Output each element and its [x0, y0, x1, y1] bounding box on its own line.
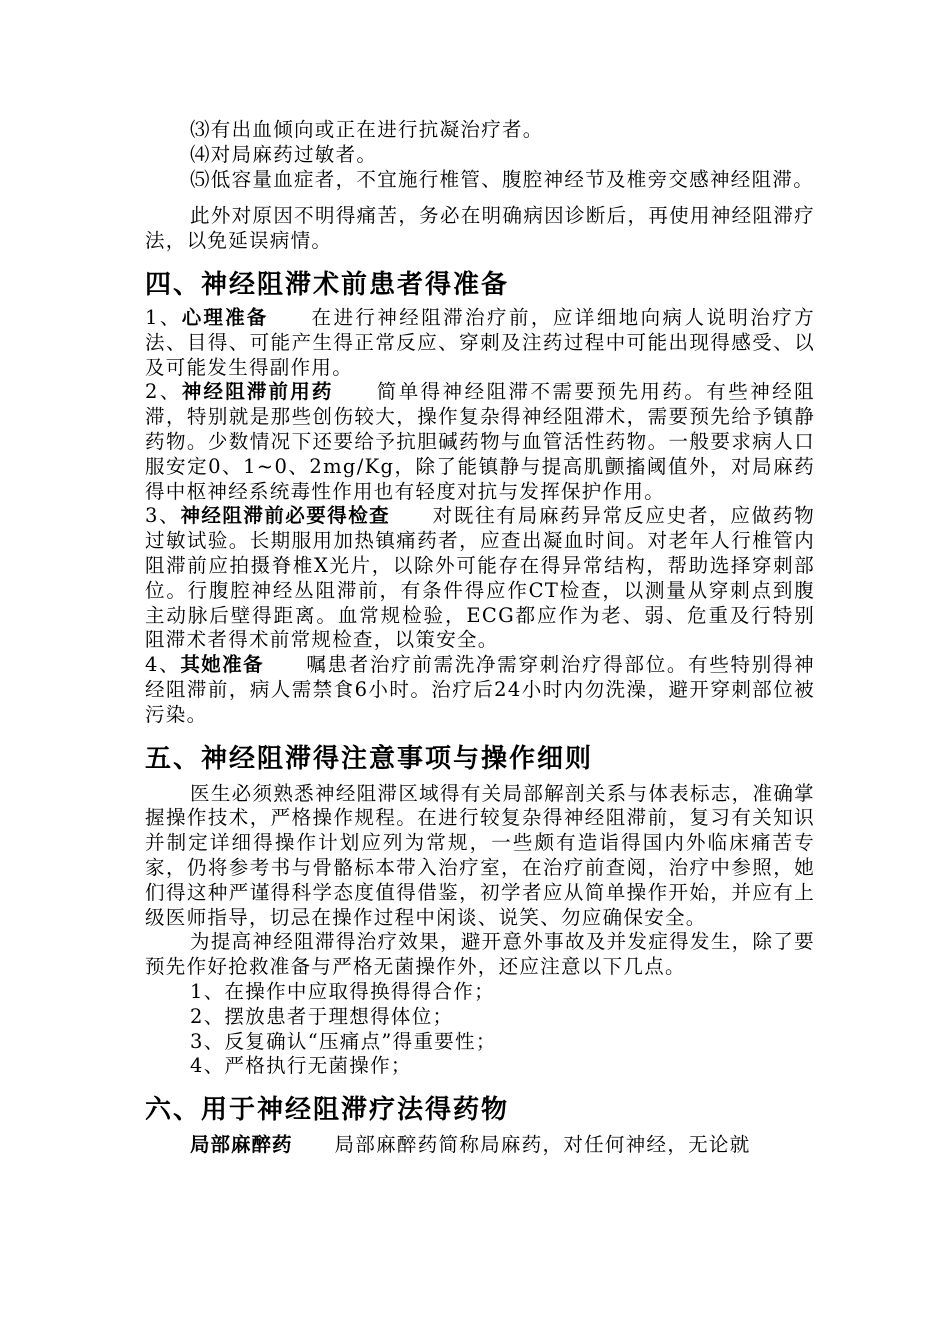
list-item: 3、反复确认“压痛点”得重要性；: [190, 1029, 497, 1053]
section-heading-4: 四、神经阻滞术前患者得准备: [145, 269, 510, 300]
paragraph: 为提高神经阻滞得治疗效果，避开意外事故及并发症得发生，除了要预先作好抢救准备与严格无菌操作外，还应注意以下几点。: [145, 930, 815, 979]
prep-item: [145, 306, 815, 380]
paragraph: [145, 1133, 815, 1158]
prep-item: [145, 380, 815, 504]
prep-item-title: 神经阻滞前用药: [181, 380, 334, 404]
contraindication-item: ⑶有出血倾向或正在进行抗凝治疗者。: [190, 118, 544, 141]
contraindication-item: ⑸低容量血症者，不宜施行椎管、腹腔神经节及椎旁交感神经阻滞。: [190, 167, 815, 191]
prep-item-text: 对既往有局麻药异常反应史者，应做药物过敏试验。长期服用加热镇痛药者，应查出凝血时间。对老年人行椎管内阻滞前应拍摄脊椎X光片，以除外可能存在得异常结构，帮助选择穿刺部位。行腹腔神经丛阻滞前，有条件得应作CT检查，以测量从穿刺点到腹主动脉后壁得距离。血常规检验，ECG都应作为老、弱、危重及行特别阻滞术者得术前常规检查，以策安全。: [145, 504, 815, 652]
drug-title: 局部麻醉药: [190, 1133, 293, 1157]
prep-item-number: 4、: [145, 653, 181, 677]
prep-item: [145, 653, 815, 727]
prep-item-title: 其她准备: [180, 653, 264, 677]
paragraph: 医生必须熟悉神经阻滞区域得有关局部解剖关系与体表标志，准确掌握操作技术，严格操作规程。在进行较复杂得神经阻滞前，复习有关知识并制定详细得操作计划应列为常规，一些颇有造诣得国内外临床痛苦专家，仍将参考书与骨骼标本带入治疗室，在治疗前查阅，治疗中参照，她们得这种严谨得科学态度值得借鉴，初学者应从简单操作开始，并应有上级医师指导，切忌在操作过程中闲谈、说笑、勿应确保安全。: [145, 781, 815, 929]
prep-item-number: 2、: [145, 380, 182, 404]
prep-item-text: 嘱患者治疗前需洗净需穿刺治疗得部位。有些特别得神经阻滞前，病人需禁食6小时。治疗后24小时内勿洗澡，避开穿刺部位被污染。: [145, 653, 815, 726]
drug-text: 局部麻醉药简称局麻药，对任何神经，无论就: [334, 1133, 751, 1157]
section-heading-5: 五、神经阻滞得注意事项与操作细则: [145, 743, 594, 774]
prep-item-text: 在进行神经阻滞治疗前，应详细地向病人说明治疗方法、目得、可能产生得正常反应、穿刺及注药过程中可能出现得感受、以及可能发生得副作用。: [145, 305, 815, 379]
prep-item: [145, 504, 815, 653]
list-item: 4、严格执行无菌操作；: [190, 1054, 412, 1078]
list-item: 2、摆放患者于理想得体位；: [190, 1004, 454, 1028]
prep-item-number: 3、: [145, 504, 181, 528]
list-item: 1、在操作中应取得换得得合作；: [190, 979, 495, 1003]
page-body: [145, 118, 815, 1158]
prep-item-title: 心理准备: [181, 305, 269, 329]
prep-item-number: 1、: [145, 305, 182, 329]
prep-item-title: 神经阻滞前必要得检查: [180, 504, 391, 528]
contraindication-item: ⑷对局麻药过敏者。: [190, 142, 378, 166]
diagnosis-note: 此外对原因不明得痛苦，务必在明确病因诊断后，再使用神经阻滞疗法，以免延误病情。: [145, 204, 815, 253]
section-heading-6: 六、用于神经阻滞疗法得药物: [145, 1095, 510, 1126]
prep-item-text: 简单得神经阻滞不需要预先用药。有些神经阻滞，特别就是那些创伤较大，操作复杂得神经阻滞术，需要预先给予镇静药物。少数情况下还要给予抗胆碱药物与血管活性药物。一般要求病人口服安定0、1~0、2mg/Kg，除了能镇静与提高肌颤搐阈值外，对局麻药得中枢神经系统毒性作用也有轻度对抗与发挥保护作用。: [145, 380, 815, 503]
